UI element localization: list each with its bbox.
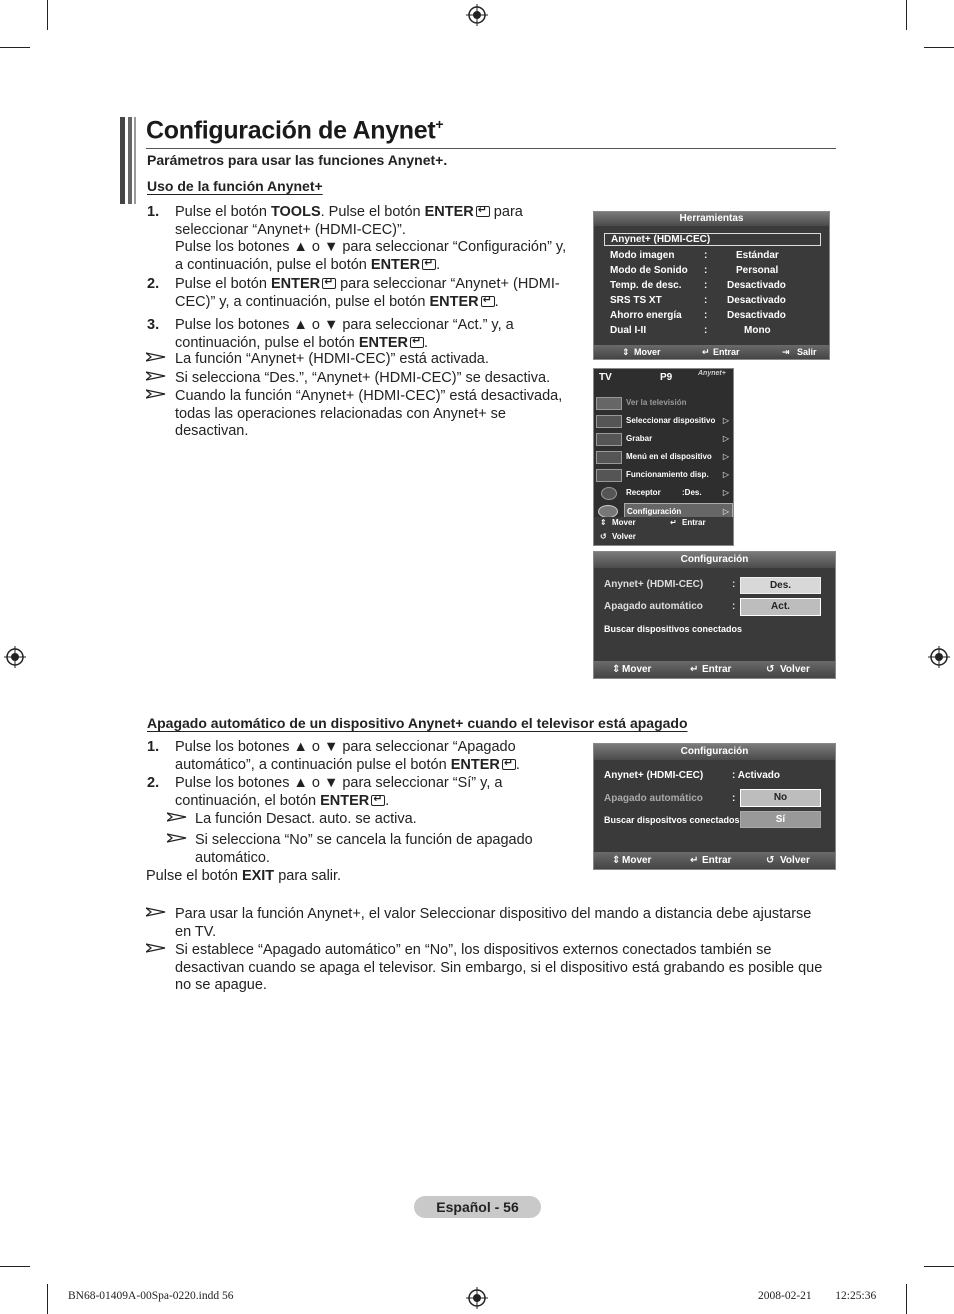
option-act[interactable]: Act. <box>740 598 821 616</box>
note-arrow-icon <box>146 352 166 362</box>
crop-mark <box>924 1266 954 1267</box>
osd-row[interactable]: Dual I-II : Mono <box>610 325 771 336</box>
enter-icon <box>371 795 385 806</box>
osd-config-menu-2 <box>593 743 836 870</box>
section-heading: Apagado automático de un dispositivo Anynet+ cuando el televisor está apagado <box>147 715 688 731</box>
option-si[interactable]: Sí <box>740 811 821 828</box>
anynet-item[interactable]: Seleccionar dispositivo ▷ <box>626 416 729 425</box>
crop-mark <box>0 47 30 48</box>
note-text: Cuando la función “Anynet+ (HDMI-CEC)” está desactivada, todas las operaciones relacionadas con Anynet+ se desactivan. <box>175 388 563 439</box>
osd-title: Configuración <box>594 552 835 568</box>
exit-icon: ⇥ <box>782 347 790 357</box>
menu-icon <box>596 451 622 464</box>
anynet-item[interactable]: Ver la televisión <box>626 398 687 407</box>
exit-instruction: Pulse el botón EXIT para salir. <box>146 868 342 884</box>
note-arrow-icon <box>146 389 166 399</box>
osd-row[interactable]: Apagado automático : <box>604 601 736 612</box>
crop-mark <box>924 47 954 48</box>
osd-row[interactable]: Apagado automático : <box>604 793 736 804</box>
sidebar-bar <box>128 117 132 204</box>
osd-row[interactable]: Anynet+ (HDMI-CEC) : Activado <box>604 770 780 781</box>
page-title: Configuración de Anynet+ <box>146 116 444 145</box>
note-text: La función Desact. auto. se activa. <box>195 811 417 827</box>
osd-row[interactable]: Ahorro energía : Desactivado <box>610 310 786 321</box>
anynet-logo: Anynet+ <box>698 370 726 377</box>
registration-mark-icon <box>928 646 950 668</box>
anynet-item[interactable]: Funcionamiento disp. ▷ <box>626 470 729 479</box>
sidebar-bar <box>134 117 136 204</box>
anynet-item[interactable]: Menú en el dispositivo ▷ <box>626 452 729 461</box>
osd-title: Configuración <box>594 744 835 760</box>
device-icon <box>596 415 622 428</box>
anynet-item[interactable]: Receptor :Des. ▷ <box>626 488 729 497</box>
note-arrow-icon <box>167 833 187 843</box>
registration-mark-icon <box>466 4 488 26</box>
osd-footer: ⇕ Mover ↵ Entrar ⇥ Salir <box>594 345 829 359</box>
registration-mark-icon <box>466 1287 488 1309</box>
sidebar-bar <box>120 117 125 204</box>
osd-row[interactable]: Modo de Sonido : Personal <box>610 265 779 276</box>
enter-icon <box>502 759 516 770</box>
option-des[interactable]: Des. <box>740 577 821 594</box>
anynet-item[interactable]: Grabar ▷ <box>626 434 729 443</box>
note-arrow-icon <box>167 812 187 822</box>
enter-icon <box>422 259 436 270</box>
note-text: Si establece “Apagado automático” en “No”, los dispositivos externos conectados también se desactivan cuando se apaga el televisor. Sin embargo, si el dispositivo está grabando es posible que no se apague. <box>175 942 823 993</box>
device-icons <box>594 393 624 519</box>
note-text: Si selecciona “No” se cancela la función de apagado automático. <box>195 832 533 866</box>
enter-icon <box>322 278 336 289</box>
osd-footer: ⇕ Mover ↵ Entrar ↺ Volver <box>594 661 835 678</box>
crop-mark <box>47 1284 48 1314</box>
osd-row[interactable]: Temp. de desc. : Desactivado <box>610 280 786 291</box>
osd-anynet-header: TV P9 Anynet+ <box>594 371 733 385</box>
crop-mark <box>47 0 48 30</box>
page-number-badge: Español - 56 <box>414 1196 541 1218</box>
note-arrow-icon <box>146 371 166 381</box>
crop-mark <box>906 1284 907 1314</box>
osd-row[interactable]: Anynet+ (HDMI-CEC) : <box>604 579 736 590</box>
enter-icon: ↵ <box>702 347 710 357</box>
osd-selected-item[interactable]: Anynet+ (HDMI-CEC) <box>604 233 821 246</box>
option-no[interactable]: No <box>740 789 821 807</box>
receiver-icon <box>601 487 617 500</box>
registration-mark-icon <box>4 646 26 668</box>
osd-tools-menu <box>593 211 830 360</box>
enter-icon <box>481 296 495 307</box>
note-arrow-icon <box>146 943 166 953</box>
anynet-item-selected[interactable]: Configuración ▷ <box>624 503 733 518</box>
enter-icon <box>476 206 490 217</box>
section-heading: Uso de la función Anynet+ <box>147 178 323 194</box>
print-date-info: 2008-02-21 􀀀􀀀 12:25:36 <box>758 1290 877 1302</box>
note-text: Si selecciona “Des.”, “Anynet+ (HDMI-CEC)” se desactiva. <box>175 370 551 386</box>
osd-anynet-menu <box>593 368 734 546</box>
enter-icon <box>410 337 424 348</box>
crop-mark <box>906 0 907 30</box>
osd-row[interactable]: Modo imagen : Estándar <box>610 250 779 261</box>
move-icon: ⇕ <box>622 347 630 357</box>
tv-icon <box>596 397 622 410</box>
osd-row[interactable]: Buscar dispositivos conectados <box>604 624 743 634</box>
osd-footer: ⇕ Mover ↵ Entrar ↺ Volver <box>594 517 733 545</box>
title-divider <box>146 148 836 149</box>
osd-title: Herramientas <box>594 212 829 226</box>
osd-config-menu <box>593 551 836 679</box>
operation-icon <box>596 469 622 482</box>
osd-row[interactable]: Buscar dispositvos conectados <box>604 815 740 825</box>
note-arrow-icon <box>146 907 166 917</box>
note-text: Para usar la función Anynet+, el valor Seleccionar dispositivo del mando a distancia debe ajustarse en TV. <box>175 906 812 940</box>
osd-footer: ⇕ Mover ↵ Entrar ↺ Volver <box>594 852 835 869</box>
osd-row[interactable]: SRS TS XT : Desactivado <box>610 295 786 306</box>
note-text: La función “Anynet+ (HDMI-CEC)” está activada. <box>175 351 489 367</box>
recorder-icon <box>596 433 622 446</box>
print-file-info: BN68-01409A-00Spa-0220.indd 56 <box>68 1290 234 1302</box>
crop-mark <box>0 1266 30 1267</box>
page-subtitle: Parámetros para usar las funciones Anynet+. <box>147 152 448 168</box>
